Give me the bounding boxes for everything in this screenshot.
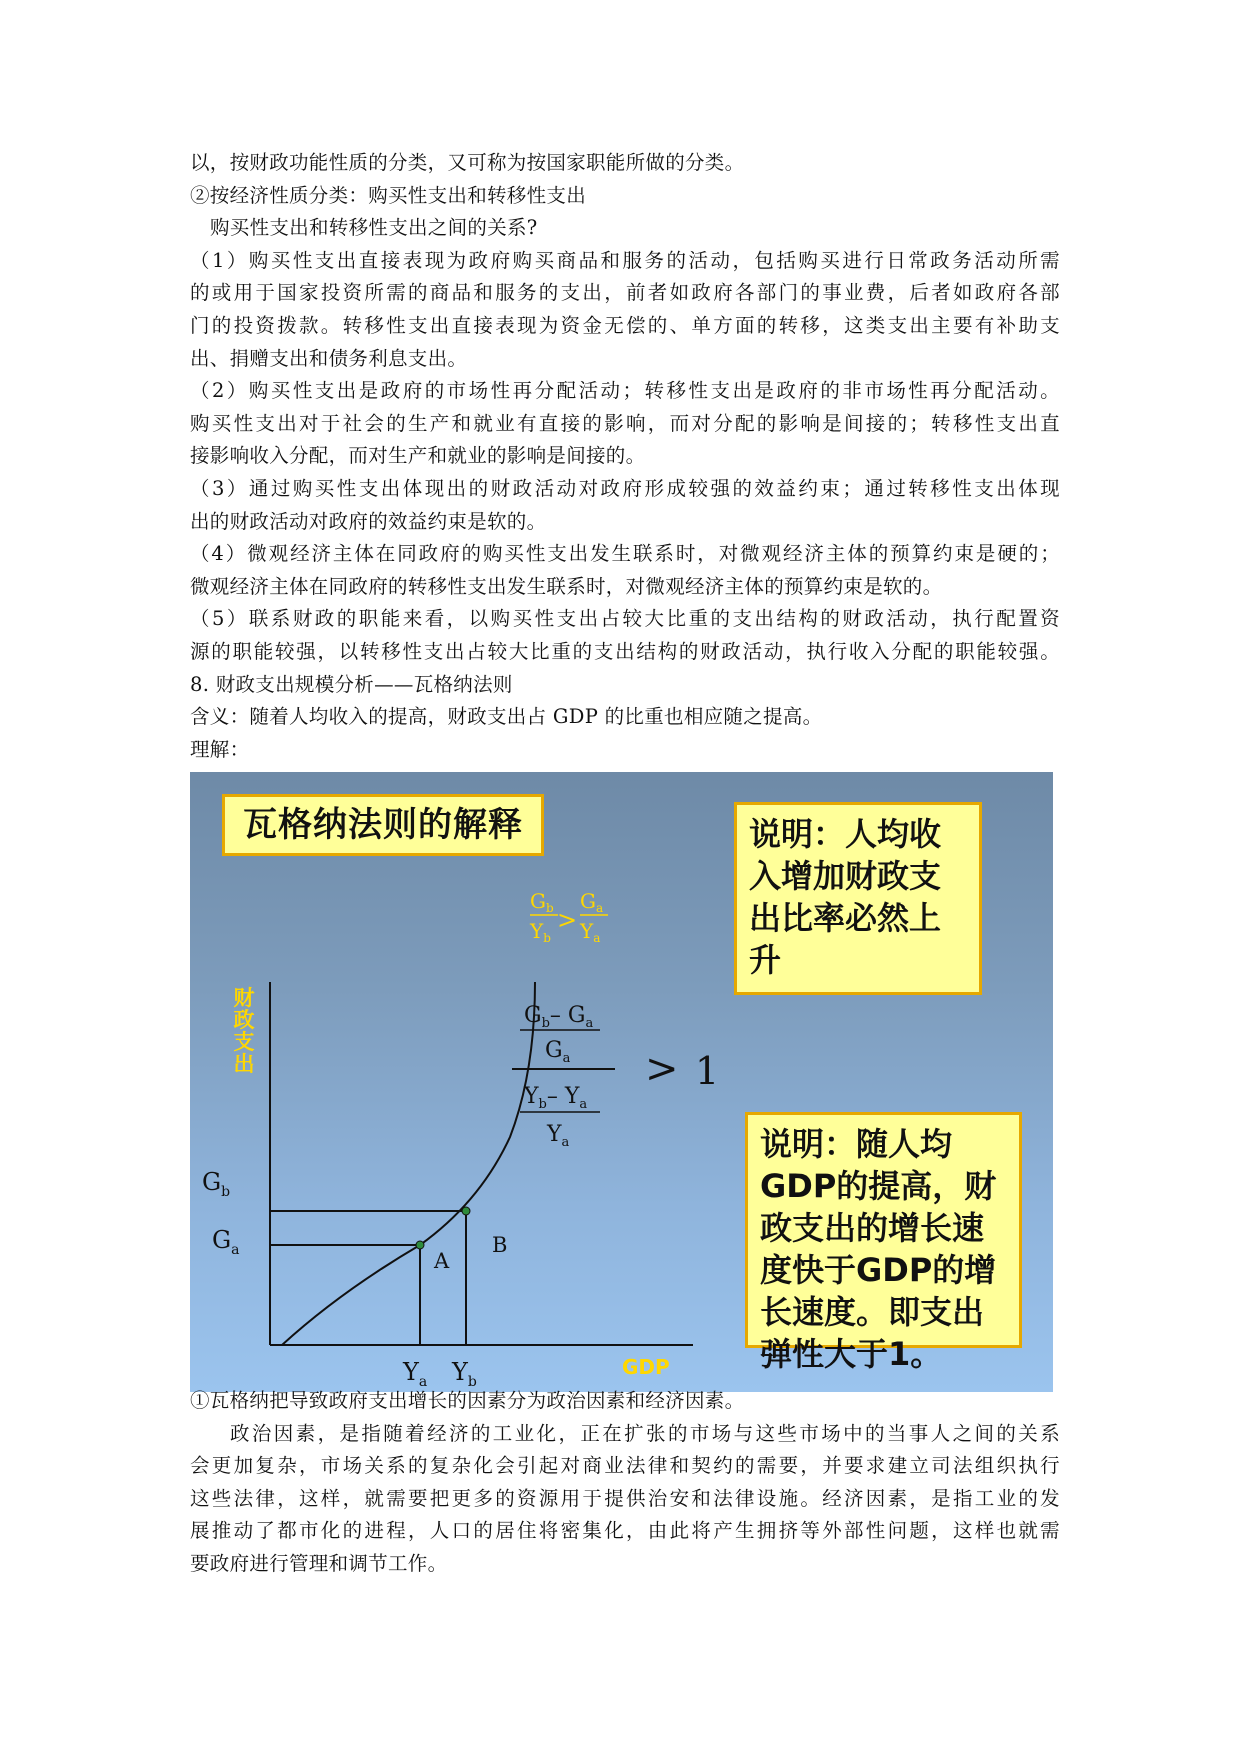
- label-ya: $Y_a$: [403, 1358, 428, 1390]
- text-line: 门的投资拨款。转移性支出直接表现为资金无偿的、单方面的转移，这类支出主要有补助支: [190, 314, 1060, 337]
- figure-title: 瓦格纳法则的解释: [222, 794, 544, 856]
- text-line: ②按经济性质分类：购买性支出和转移性支出: [190, 183, 587, 207]
- y-axis-label: 财 政 支 出: [233, 986, 255, 1076]
- figure-svg: [190, 772, 1053, 1392]
- svg-text:>: >: [557, 906, 578, 934]
- text-line: 接影响收入分配，而对生产和就业的影响是间接的。: [190, 444, 646, 468]
- text-line: （4）微观经济主体在同政府的购买性支出发生联系时，对微观经济主体的预算约束是硬的；: [190, 542, 1060, 566]
- svg-text:Yb: $Y_b$: [530, 919, 551, 945]
- text-line: 源的职能较强，以转移性支出占较大比重的支出结构的财政活动，执行收入分配的职能较强。: [190, 640, 1060, 663]
- wagner-curve: [282, 982, 535, 1345]
- text-line: 理解：: [190, 737, 250, 761]
- text-line: 出、捐赠支出和债务利息支出。: [190, 346, 468, 370]
- x-axis-label: GDP: [622, 1355, 670, 1379]
- text-line: （5）联系财政的职能来看，以购买性支出占较大比重的支出结构的财政活动，执行配置资: [190, 607, 1060, 631]
- svg-text:>: >: [645, 1046, 679, 1092]
- text-line: 的或用于国家投资所需的商品和服务的支出，前者如政府各部门的事业费，后者如政府各部: [190, 281, 1060, 305]
- label-yb: $Y_b$: [452, 1358, 477, 1390]
- wagner-law-figure: [190, 772, 1053, 1392]
- text-line: （1）购买性支出直接表现为政府购买商品和服务的活动，包括购买进行日常政务活动所需: [190, 248, 1060, 272]
- point-b-marker: [462, 1207, 470, 1215]
- svg-text:Gb: $G_b$: [530, 889, 554, 915]
- svg-text:Yb– Ya: $Y_b-$ $Y_a$: [524, 1084, 588, 1112]
- note-box-2: 说明：随人均 GDP的提高，财 政支出的增长速 度快于GDP的增 长速度。即支出 弹性大于1。: [745, 1112, 1022, 1348]
- text-line: 购买性支出和转移性支出之间的关系?: [210, 216, 538, 240]
- point-a-marker: [416, 1241, 424, 1249]
- text-line: 政治因素，是指随着经济的工业化，正在扩张的市场与这些市场中的当事人之间的关系: [230, 1421, 1060, 1445]
- text-line: 含义：随着人均收入的提高，财政支出占 GDP 的比重也相应随之提高。: [190, 705, 823, 729]
- text-line: 8. 财政支出规模分析——瓦格纳法则: [190, 672, 513, 696]
- label-point-a: A: [434, 1249, 450, 1273]
- label-ga: $G_a$: [212, 1226, 240, 1258]
- svg-text:Ya: $Y_a$: [580, 919, 601, 945]
- svg-text:Ya: $Y_a$: [547, 1122, 570, 1150]
- text-line: 购买性支出对于社会的生产和就业有直接的影响，而对分配的影响是间接的；转移性支出直: [190, 411, 1060, 435]
- text-line: 出的财政活动对政府的效益约束是软的。: [190, 509, 547, 533]
- text-line: 以，按财政功能性质的分类，又可称为按国家职能所做的分类。: [190, 151, 745, 174]
- svg-text:1: 1: [695, 1049, 720, 1093]
- text-line: 微观经济主体在同政府的转移性支出发生联系时，对微观经济主体的预算约束是软的。: [190, 574, 943, 598]
- text-line: （2）购买性支出是政府的市场性再分配活动；转移性支出是政府的非市场性再分配活动。: [190, 379, 1060, 403]
- label-gb: $G_b$: [202, 1168, 231, 1200]
- ratio-comparison: [529, 889, 608, 945]
- svg-text:Ga: $G_a$: [545, 1038, 571, 1066]
- elasticity-formula: [512, 1003, 719, 1150]
- text-line: 展推动了都市化的进程，人口的居住将密集化，由此将产生拥挤等外部性问题，这样也就需: [190, 1519, 1060, 1543]
- text-line: 要政府进行管理和调节工作。: [190, 1552, 448, 1575]
- note-box-1: 说明：人均收 入增加财政支 出比率必然上 升: [734, 802, 982, 995]
- text-line: （3）通过购买性支出体现出的财政活动对政府形成较强的效益约束；通过转移性支出体现: [190, 477, 1060, 500]
- text-line: 会更加复杂，市场关系的复杂化会引起对商业法律和契约的需要，并要求建立司法组织执行: [190, 1454, 1060, 1478]
- label-point-b: B: [492, 1233, 508, 1257]
- text-line: 这些法律，这样，就需要把更多的资源用于提供治安和法律设施。经济因素，是指工业的发: [190, 1486, 1060, 1510]
- svg-text:Gb– Ga: $G_b-$ $G_a$: [524, 1003, 594, 1031]
- text-line: ①瓦格纳把导致政府支出增长的因素分为政治因素和经济因素。: [190, 1389, 745, 1412]
- svg-text:Ga: $G_a$: [580, 889, 604, 915]
